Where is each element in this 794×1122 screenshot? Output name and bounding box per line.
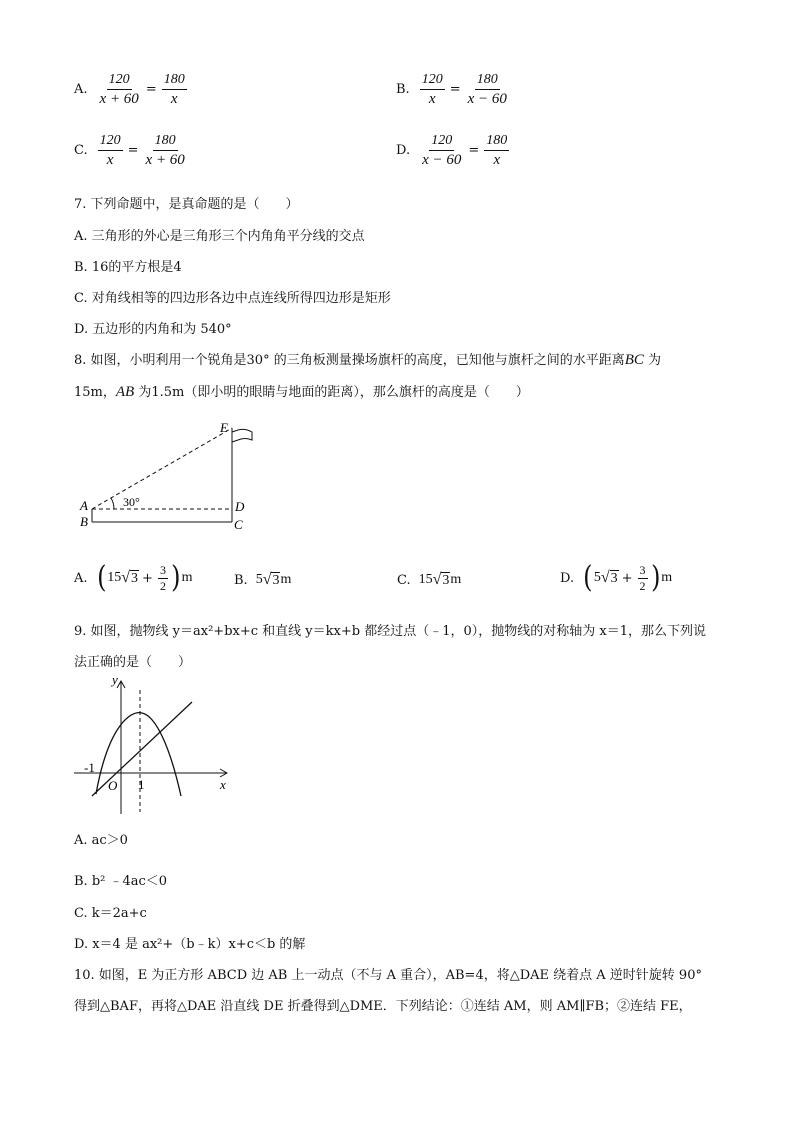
label-neg1: -1 [84,760,95,775]
q9-option-d: D. x＝4 是 ax²+（b﹣k）x+c＜b 的解 [74,937,306,952]
q9-option-c: C. k＝2a+c [74,906,147,921]
q9-stem-line1: 9. 如图，抛物线 y＝ax²+bx+c 和直线 y＝kx+b 都经过点（﹣1，0），抛物线的对称轴为 x＝1，那么下列说 [74,624,706,639]
flag-icon [232,429,252,442]
label-y: y [112,672,118,687]
q8-option-c: C. 15 √ 3 m [397,571,462,588]
label-1: 1 [138,777,145,792]
q9-figure [74,672,244,822]
q6-option-b: B. $\frac{120}{x}$ = $\frac{180}{x - 60}$ [396,72,507,107]
angle-arc [111,498,114,509]
label-a: A [80,498,88,513]
q9-option-a: A. ac＞0 [74,833,128,848]
label-e: E [220,420,228,435]
dashed-line-ae [92,428,232,509]
q8-figure [70,410,270,535]
label-c: C [234,517,243,532]
q7-stem: 7. 下列命题中，是真命题的是（ ） [74,197,299,212]
angle-label: 30° [123,495,140,509]
q6-option-c: C. $\frac{120}{x}$ = $\frac{180}{x + 60}$ [74,133,185,168]
fraction: $\frac{180}{x}$ [163,72,185,107]
q9-option-b: B. b² ﹣4ac＜0 [74,874,168,889]
label-origin: O [108,778,118,793]
q6-option-a: A. $\frac{120}{x + 60}$ = $\frac{180}{x}$ [74,72,185,107]
q6-option-d: D. $\frac{120}{x - 60}$ = $\frac{180}{x}$ [396,133,508,168]
label-x: x [220,777,226,792]
label-d: D [235,499,245,514]
q8-option-d: D. ( 5 √ 3 + $\frac{3}{2}$ ) m [560,560,673,595]
q9-stem-line2: 法正确的是（ ） [74,655,192,670]
q7-option-a: A. 三角形的外心是三角形三个内角角平分线的交点 [74,229,365,244]
q10-line1: 10. 如图，E 为正方形 ABCD 边 AB 上一动点（不与 A 重合），AB=4，将△DAE 绕着点 A 逆时针旋转 90° [74,968,702,983]
q8-option-b: B. 5 √ 3 m [234,571,292,588]
q7-option-b: B. 16的平方根是4 [74,260,182,275]
q7-option-d: D. 五边形的内角和为 540° [74,322,232,337]
label-b: B [80,514,88,529]
q8-option-a: A. ( 15 √ 3 + $\frac{3}{2}$ ) m [74,560,193,595]
fraction: $\frac{120}{x + 60}$ [99,72,139,107]
q8-stem-line2: 15m，AB 为1.5m（即小明的眼睛与地面的距离），那么旗杆的高度是（ ） [74,384,529,400]
q7-option-c: C. 对角线相等的四边形各边中点连线所得四边形是矩形 [74,291,391,306]
q8-stem-line1: 8. 如图，小明利用一个锐角是30° 的三角板测量操场旗杆的高度，已知他与旗杆之间的水平距离BC 为 [74,352,662,368]
q10-line2: 得到△BAF，再将△DAE 沿直线 DE 折叠得到△DME．下列结论：①连结 AM，则 AM∥FB；②连结 FE， [74,999,692,1014]
